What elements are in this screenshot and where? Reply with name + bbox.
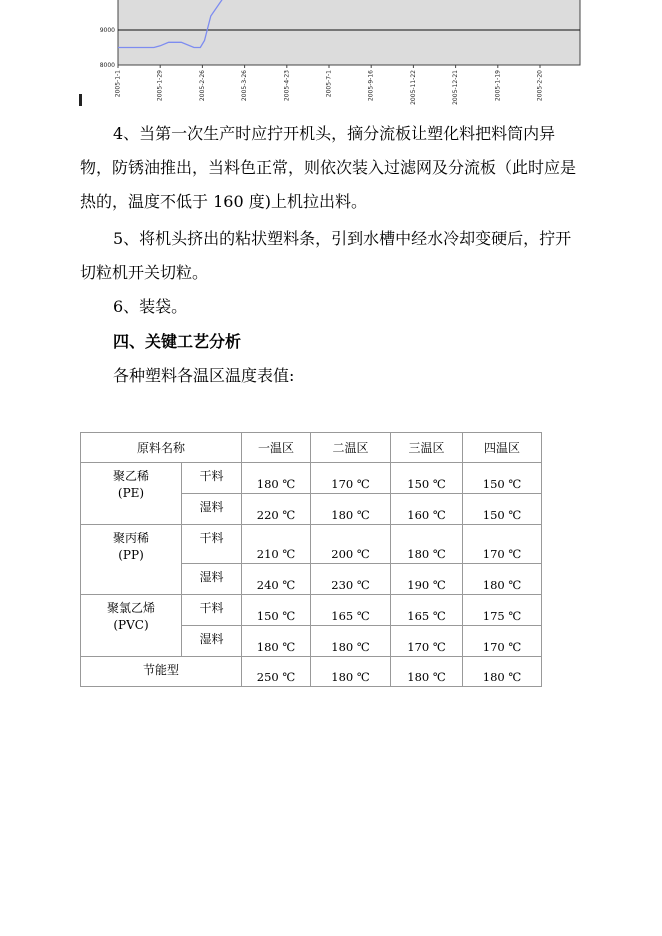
temperature-table (80, 432, 542, 687)
value-cell: 220 ℃ (242, 494, 311, 525)
value-cell: 180 ℃ (311, 494, 391, 525)
x-tick-label: 2005-2-26 (198, 69, 206, 102)
table-row (81, 657, 542, 687)
header-material: 原料名称 (81, 433, 242, 463)
dry-label: 干料 (182, 525, 242, 564)
dry-label: 干料 (182, 463, 242, 494)
value-cell: 210 ℃ (242, 525, 311, 564)
price-chart-svg (80, 0, 600, 112)
y-tick-label: 8000 (99, 62, 115, 69)
value-cell: 250 ℃ (242, 657, 311, 687)
value-cell: 170 ℃ (311, 463, 391, 494)
value-cell: 150 ℃ (463, 494, 542, 525)
value-cell: 180 ℃ (463, 564, 542, 595)
dry-label: 干料 (182, 595, 242, 626)
value-cell: 170 ℃ (391, 626, 463, 657)
x-tick-label: 2005-1-1 (114, 70, 122, 98)
paragraph-step-5: 5、将机头挤出的粘状塑料条，引到水槽中经水冷却变硬后，拧开切粒机开关切粒。 (80, 229, 572, 282)
value-cell: 150 ℃ (463, 463, 542, 494)
table-row (81, 595, 542, 626)
header-zone-1: 一温区 (242, 433, 311, 463)
table-header-row (81, 433, 542, 463)
x-tick-label: 2005-1-19 (494, 70, 502, 102)
value-cell: 200 ℃ (311, 525, 391, 564)
material-pvc: 聚氯乙烯 (PVC) (81, 595, 182, 657)
plot-area (118, 0, 580, 65)
table-intro: 各种塑料各温区温度表值: (113, 366, 295, 385)
value-cell: 180 ℃ (242, 463, 311, 494)
value-cell: 175 ℃ (463, 595, 542, 626)
value-cell: 170 ℃ (463, 626, 542, 657)
x-tick-label: 2005-11-22 (409, 70, 417, 105)
x-tick-label: 2005-1-29 (156, 70, 164, 102)
x-tick-label: 2005-3-26 (241, 70, 249, 102)
table-row (81, 463, 542, 494)
value-cell: 180 ℃ (242, 626, 311, 657)
paragraph-step-4: 4、当第一次生产时应拧开机头，摘分流板让塑化料把料筒内异物，防锈油推出，当料色正常，则依次装入过滤网及分流板（此时应是热的，温度不低于 160 度)上机拉出料。 (80, 124, 577, 211)
value-cell: 180 ℃ (391, 525, 463, 564)
wet-label: 湿料 (182, 494, 242, 525)
value-cell: 230 ℃ (311, 564, 391, 595)
text-cursor-mark (79, 94, 82, 106)
value-cell: 240 ℃ (242, 564, 311, 595)
paragraph-step-6: 6、装袋。 (113, 297, 188, 316)
value-cell: 165 ℃ (311, 595, 391, 626)
value-cell: 165 ℃ (391, 595, 463, 626)
header-zone-4: 四温区 (463, 433, 542, 463)
value-cell: 170 ℃ (463, 525, 542, 564)
wet-label: 湿料 (182, 626, 242, 657)
value-cell: 180 ℃ (311, 657, 391, 687)
section-heading: 四、关键工艺分析 (113, 332, 242, 351)
value-cell: 150 ℃ (242, 595, 311, 626)
value-cell: 180 ℃ (391, 657, 463, 687)
x-tick-label: 2005-9-16 (367, 70, 375, 102)
header-zone-2: 二温区 (311, 433, 391, 463)
price-chart (80, 0, 600, 112)
value-cell: 160 ℃ (391, 494, 463, 525)
y-tick-label: 9000 (99, 27, 115, 34)
header-zone-3: 三温区 (391, 433, 463, 463)
x-tick-label: 2005-4-23 (283, 70, 291, 102)
material-pp: 聚丙稀 (PP) (81, 525, 182, 595)
value-cell: 180 ℃ (311, 626, 391, 657)
table-row (81, 525, 542, 564)
x-tick-label: 2005-2-20 (536, 70, 544, 102)
value-cell: 150 ℃ (391, 463, 463, 494)
x-tick-label: 2005-7-1 (325, 70, 333, 98)
material-energy-saving: 节能型 (81, 657, 242, 687)
value-cell: 190 ℃ (391, 564, 463, 595)
wet-label: 湿料 (182, 564, 242, 595)
value-cell: 180 ℃ (463, 657, 542, 687)
material-pe: 聚乙稀 (PE) (81, 463, 182, 525)
x-tick-label: 2005-12-21 (452, 70, 460, 105)
